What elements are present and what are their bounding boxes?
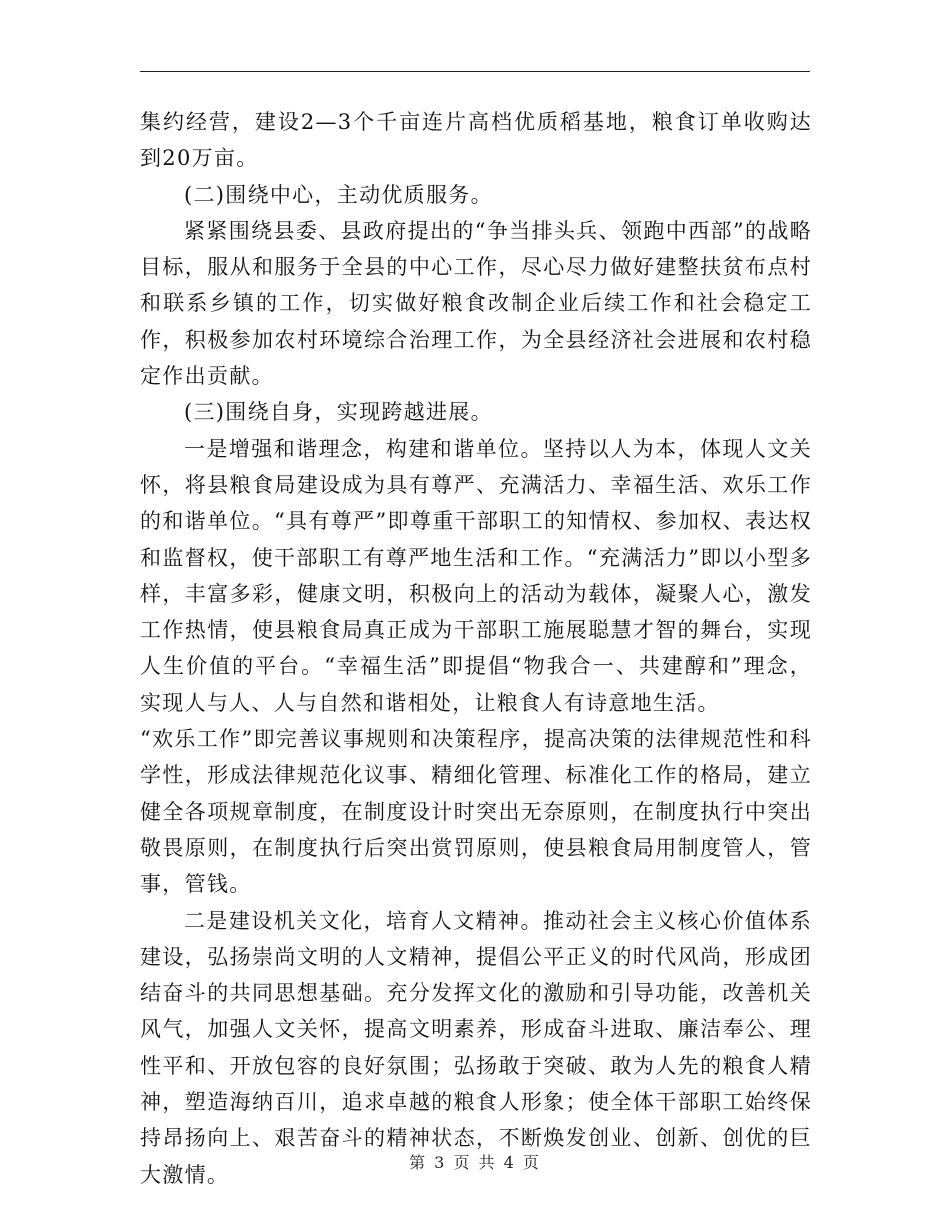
paragraph-1: 集约经营，建设2—3个千亩连片高档优质稻基地，粮食订单收购达到20万亩。 — [140, 110, 812, 171]
paragraph-6: “欢乐工作”即完善议事规则和决策程序，提高决策的法律规范性和科学性，形成法律规范化议事、精细化管理、标准化工作的格局，建立健全各项规章制度，在制度设计时突出无奈原则，在制度执行中突出敬畏原则，在制度执行后突出赏罚原则，使县粮食局用制度管人，管事，管钱。 — [140, 727, 812, 897]
paragraph-5: 一是增强和谐理念，构建和谐单位。坚持以人为本，体现人文关怀，将县粮食局建设成为具有尊严、充满活力、幸福生活、欢乐工作的和谐单位。“具有尊严”即尊重干部职工的知情权、参加权、表达权和监督权，使干部职工有尊严地生活和工作。“充满活力”即以小型多样，丰富多彩，健康文明，积极向上的活动为载体，凝聚人心，激发工作热情，使县粮食局真正成为干部职工施展聪慧才智的舞台，实现人生价值的平台。“幸福生活”即提倡“物我合一、共建醇和”理念，实现人与人、人与自然和谐相处，让粮食人有诗意地生活。 — [140, 436, 812, 715]
section-heading-3: (三)围绕自身，实现跨越进展。 — [184, 400, 493, 425]
section-heading-2: (二)围绕中心，主动优质服务。 — [184, 182, 493, 207]
header-rule — [140, 71, 810, 72]
document-body — [140, 104, 812, 1193]
paragraph-3: 紧紧围绕县委、县政府提出的“争当排头兵、领跑中西部”的战略目标，服从和服务于全县的中心工作，尽心尽力做好建整扶贫布点村和联系乡镇的工作，切实做好粮食改制企业后续工作和社会稳定工作，积极参加农村环境综合治理工作，为全县经济社会进展和农村稳定作出贡献。 — [140, 218, 812, 389]
paragraph-7: 二是建设机关文化，培育人文精神。推动社会主义核心价值体系建设，弘扬崇尚文明的人文精神，提倡公平正义的时代风尚，形成团结奋斗的共同思想基础。充分发挥文化的激励和引导功能，改善机关风气，加强人文关怀，提高文明素养，形成奋斗进取、廉洁奉公、理性平和、开放包容的良好氛围；弘扬敢于突破、敢为人先的粮食人精神，塑造海纳百川，追求卓越的粮食人形象；使全体干部职工始终保持昂扬向上、艰苦奋斗的精神状态，不断焕发创业、创新、创优的巨大激情。 — [140, 908, 812, 1187]
page-number: 第 3 页 共 4 页 — [409, 1153, 541, 1172]
